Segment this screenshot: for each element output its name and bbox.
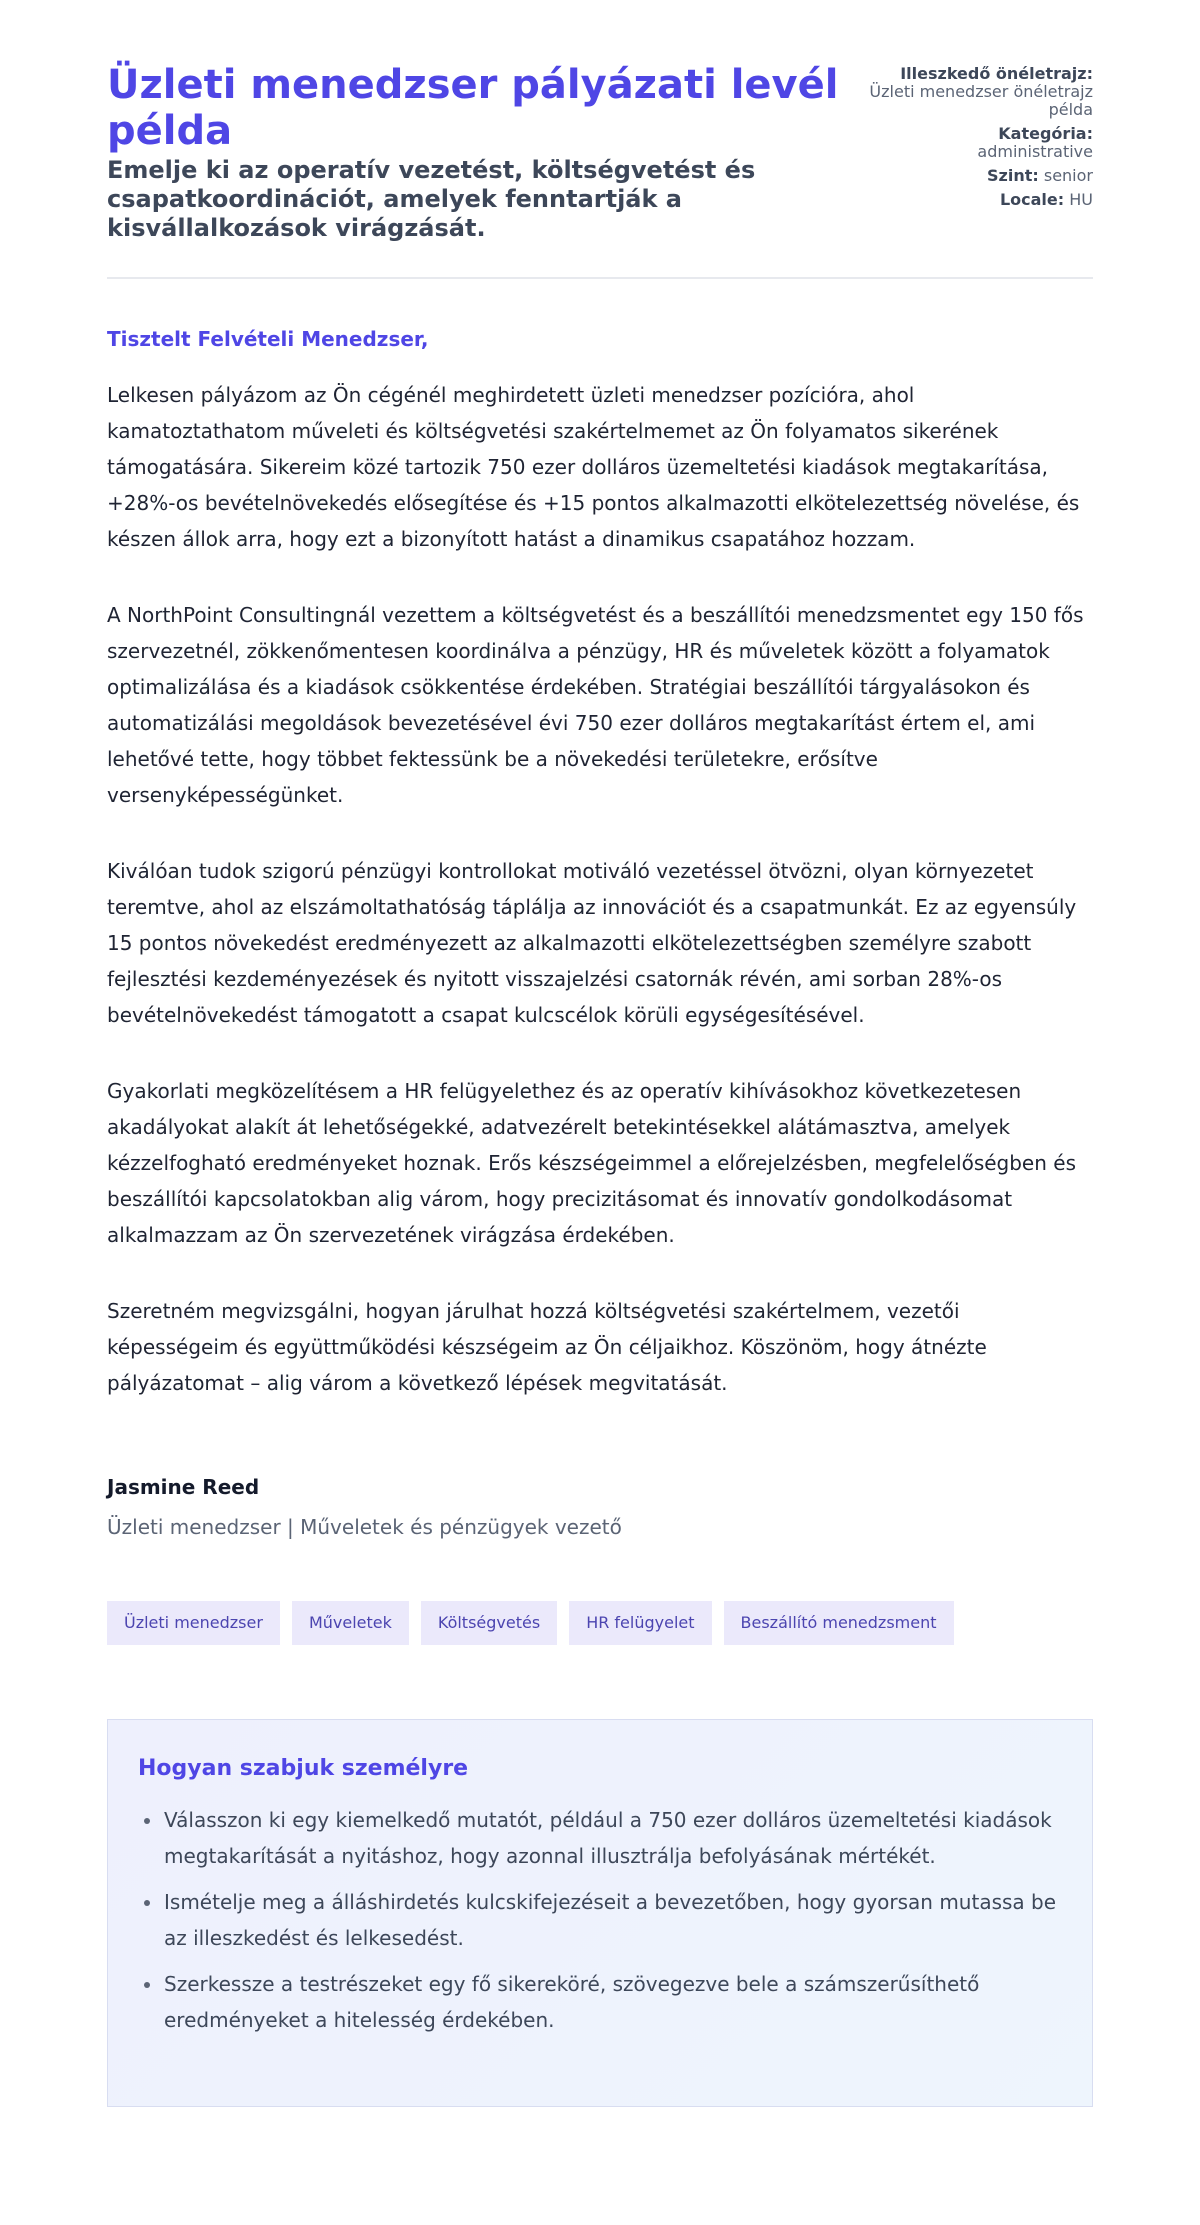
tips-list-item: Válasszon ki egy kiemelkedő mutatót, például a 750 ezer dolláros üzemeltetési kiadások megtakarítását a nyitáshoz, hogy azonnal illusztrálja befolyásának mértékét.	[164, 1802, 1062, 1874]
meta-level-label: Szint:	[987, 166, 1039, 185]
letter-paragraph: Gyakorlati megközelítésem a HR felügyelethez és az operatív kihívásokhoz következetesen akadályokat alakít át lehetőségekké, adatvezérelt betekintésekkel alátámasztva, amelyek kézzelfogható eredményeket hoznak. Erős készségeimmel a előrejelzésben, megfelelőségben és beszállítói kapcsolatokban alig várom, hogy precizitásomat és innovatív gondolkodásomat alkalmazzam az Ön szervezetének virágzása érdekében.	[107, 1079, 1076, 1247]
tips-list-item: Szerkessze a testrészeket egy fő sikereköré, szövegezve bele a számszerűsíthető eredményeket a hitelesség érdekében.	[164, 1966, 1062, 2038]
page-subtitle: Emelje ki az operatív vezetést, költségvetést és csapatkoordinációt, amelyek fenntartják a kisvállalkozások virágzását.	[107, 156, 756, 242]
meta-category-value: administrative	[977, 142, 1093, 161]
page-header	[107, 62, 1093, 279]
header-titles	[107, 62, 847, 243]
meta-category-label: Kategória:	[998, 124, 1093, 143]
letter-paragraph: Lelkesen pályázom az Ön cégénél meghirdetett üzleti menedzser pozícióra, ahol kamatoztathatom műveleti és költségvetési szakértelmemet az Ön folyamatos sikerének támogatására. Sikereim közé tartozik 750 ezer dolláros üzemeltetési kiadások megtakarítása, +28%-os bevételnövekedés elősegítése és +15 pontos alkalmazotti elkötelezettség növelése, és készen állok arra, hogy ezt a bizonyított hatást a dinamikus csapatához hozzam.	[107, 383, 1080, 551]
tips-list	[138, 1802, 1062, 2038]
meta-resume	[863, 65, 1093, 119]
letter-paragraph: A NorthPoint Consultingnál vezettem a költségvetést és a beszállítói menedzsmentet egy 150 fős szervezetnél, zökkenőmentesen koordinálva a pénzügy, HR és műveletek között a folyamatok optimalizálása és a kiadások csökkentése érdekében. Stratégiai beszállítói tárgyalásokon és automatizálási megoldások bevezetésével évi 750 ezer dolláros megtakarítást értem el, ami lehetővé tette, hogy többet fektessünk be a növekedési területekre, erősítve versenyképességünket.	[107, 603, 1084, 807]
tag: Költségvetés	[421, 1601, 557, 1645]
signature-block	[107, 1473, 1093, 1541]
page-title: Üzleti menedzser pályázati levél példa	[107, 62, 839, 154]
meta-locale	[863, 191, 1093, 209]
meta-level	[863, 167, 1093, 185]
signature-title: Üzleti menedzser | Műveletek és pénzügyek vezető	[107, 1515, 622, 1539]
meta-resume-label: Illeszkedő önéletrajz:	[900, 64, 1093, 83]
letter-body	[107, 279, 1093, 1541]
letter-paragraph: Kiválóan tudok szigorú pénzügyi kontrollokat motiváló vezetéssel ötvözni, olyan környezetet teremtve, ahol az elszámoltathatóság táplálja az innovációt és a csapatmunkát. Ez az egyensúly 15 pontos növekedést eredményezett az alkalmazotti elkötelezettségben személyre szabott fejlesztési kezdeményezések és nyitott visszajelzési csatornák révén, ami sorban 28%-os bevételnövekedést támogatott a csapat kulcscélok körüli egységesítésével.	[107, 859, 1077, 1027]
tips-title: Hogyan szabjuk személyre	[138, 1756, 469, 1781]
meta-panel	[863, 65, 1093, 215]
meta-resume-value: Üzleti menedzser önéletrajz példa	[869, 82, 1093, 119]
tag: Műveletek	[292, 1601, 409, 1645]
meta-level-value: senior	[1043, 166, 1093, 185]
tag: Beszállító menedzsment	[724, 1601, 954, 1645]
signature-name: Jasmine Reed	[107, 1475, 260, 1499]
tag: Üzleti menedzser	[107, 1601, 280, 1645]
meta-locale-value: HU	[1069, 190, 1093, 209]
tips-list-item: Ismételje meg a álláshirdetés kulcskifejezéseit a bevezetőben, hogy gyorsan mutassa be az illeszkedést és lelkesedést.	[164, 1884, 1062, 1956]
letter-paragraph: Szeretném megvizsgálni, hogyan járulhat hozzá költségvetési szakértelmem, vezetői képességeim és együttműködési készségeim az Ön céljaikhoz. Köszönöm, hogy átnézte pályázatomat – alig várom a következő lépések megvitatását.	[107, 1299, 987, 1395]
tag: HR felügyelet	[569, 1601, 711, 1645]
customization-tips-box	[107, 1719, 1093, 2107]
meta-category	[863, 125, 1093, 161]
meta-locale-label: Locale:	[999, 190, 1065, 209]
salutation: Tisztelt Felvételi Menedzser,	[107, 327, 429, 351]
tag-list	[107, 1601, 1093, 1645]
